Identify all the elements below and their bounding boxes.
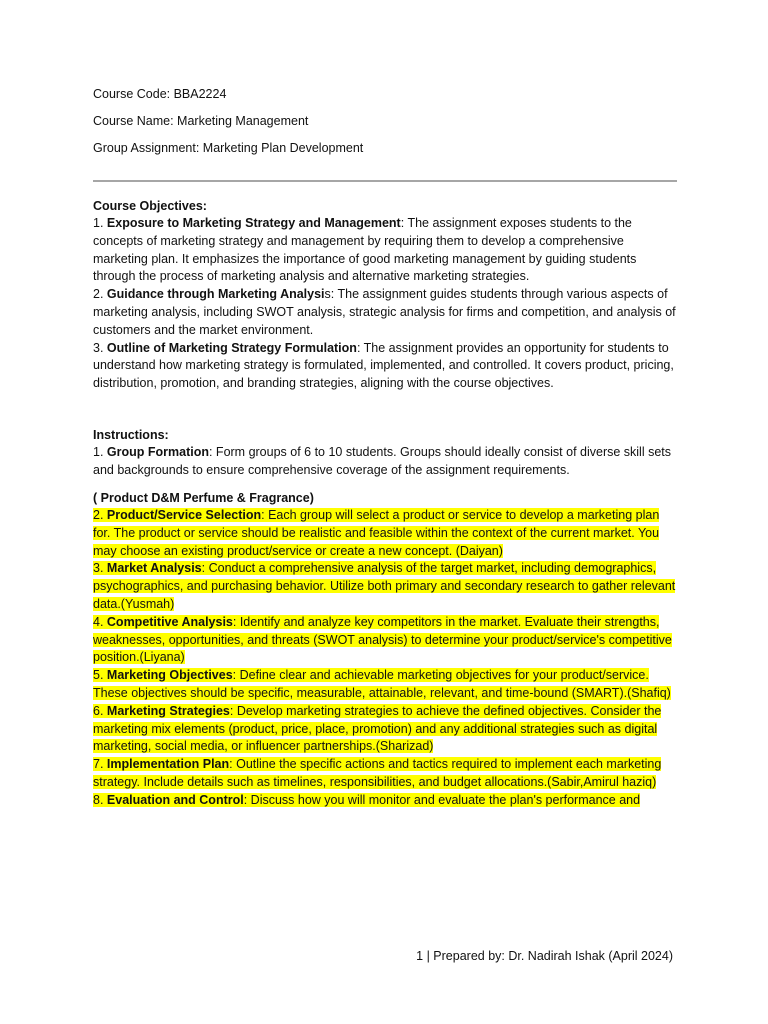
course-code: Course Code: BBA2224: [93, 87, 227, 101]
objectives-heading: Course Objectives:: [93, 198, 207, 213]
instruction-item-5: 5. Marketing Objectives: Define clear and achievable marketing objectives for your product/service. These objectives should be specific, measurable, attainable, relevant, and time-bound (SMART).(Shafiq): [93, 668, 671, 701]
objective-item-3: 3. Outline of Marketing Strategy Formulation: The assignment provides an opportunity for students to understand how marketing strategy is formulated, implemented, and controlled. It covers product, pricing, distribution, promotion, and branding strategies, aligning with the course objectives.: [93, 340, 674, 391]
instructions-heading: Instructions:: [93, 427, 169, 442]
product-note: ( Product D&M Perfume & Fragrance): [93, 490, 314, 505]
page-footer: 1 | Prepared by: Dr. Nadirah Ishak (April 2024): [416, 949, 673, 963]
instruction-item-2: 2. Product/Service Selection: Each group will select a product or service to develop a marketing plan for. The product or service should be realistic and feasible within the context of the current market. You may choose an existing product/service or create a new concept. (Daiyan): [93, 508, 660, 558]
horizontal-divider: [93, 180, 677, 182]
instruction-item-3: 3. Market Analysis: Conduct a comprehensive analysis of the target market, including demographics, psychographics, and purchasing behavior. Utilize both primary and secondary research to gather relevant data.(Yusmah): [93, 561, 676, 612]
objective-item-2: 2. Guidance through Marketing Analysis: The assignment guides students through various aspects of marketing analysis, including SWOT analysis, strategic analysis for firms and competition, and analysis of customers and the market environment.: [93, 287, 676, 337]
instruction-item-4: 4. Competitive Analysis: Identify and analyze key competitors in the market. Evaluate their strengths, weaknesses, opportunities, and threats (SWOT analysis) to determine your product/service's competitive position.(Liyana): [93, 614, 672, 665]
course-name: Course Name: Marketing Management: [93, 114, 309, 128]
objective-item-1: 1. Exposure to Marketing Strategy and Management: The assignment exposes students to the concepts of marketing strategy and management by requiring them to develop a comprehensive marketing plan. It emphasizes the importance of good marketing management by guiding students through the process of marketing analysis and alternative marketing strategies.: [93, 216, 637, 284]
instruction-item-6: 6. Marketing Strategies: Develop marketing strategies to achieve the defined objectives. Consider the marketing mix elements (product, price, place, promotion) and any additional strategies such as digital marketing, social media, or influencer partnerships.(Sharizad): [93, 703, 662, 754]
instruction-item-1: 1. Group Formation: Form groups of 6 to 10 students. Groups should ideally consist of diverse skill sets and backgrounds to ensure comprehensive coverage of the assignment requirements.: [93, 445, 672, 478]
instruction-item-7: 7. Implementation Plan: Outline the specific actions and tactics required to implement each marketing strategy. Include details such as timelines, responsibilities, and budget allocations.(Sabir,Amirul haziq): [93, 757, 662, 790]
assignment-title: Group Assignment: Marketing Plan Development: [93, 141, 364, 155]
document-body: [93, 86, 677, 810]
instruction-item-8: 8. Evaluation and Control: Discuss how you will monitor and evaluate the plan's performance and: [93, 792, 641, 807]
